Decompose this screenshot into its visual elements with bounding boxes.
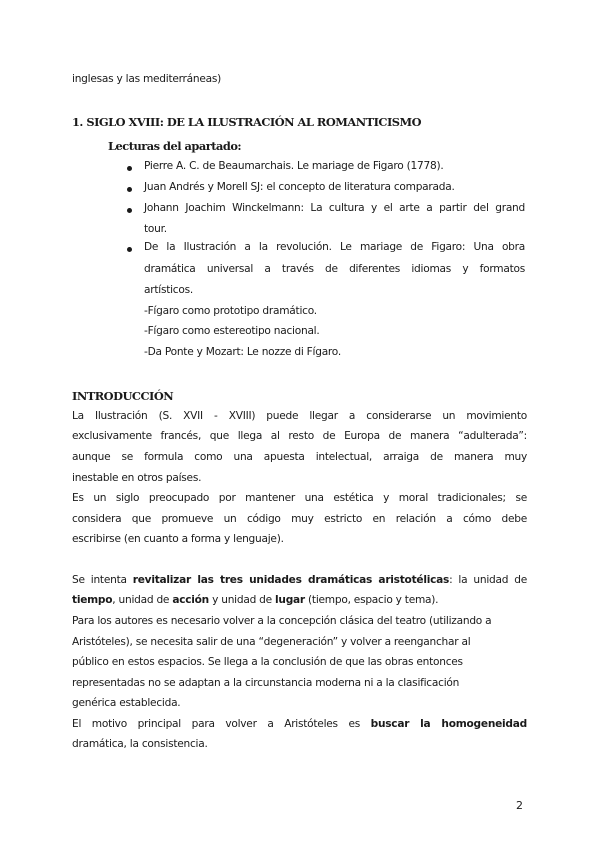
text-line: representadas no se adaptan a la circunstancia moderna ni a la clasificación — [72, 677, 460, 689]
text-line: escribirse (en cuanto a forma y lenguaje). — [72, 533, 284, 545]
text-line: Para los autores es necesario volver a la concepción clásica del teatro (utilizando a — [72, 615, 492, 627]
text-run: Se intenta — [72, 574, 133, 586]
list-item-continuation: dramática universal a través de diferentes idiomas y formatos — [144, 263, 525, 275]
text-line: La Ilustración (S. XVII - XVIII) puede llegar a considerarse un movimiento — [72, 410, 527, 422]
bold-text: acción — [172, 594, 209, 606]
bold-text: revitalizar las tres unidades dramáticas aristotélicas — [132, 574, 450, 586]
page-number: 2 — [516, 799, 523, 812]
text-line: aunque se formula como una apuesta intelectual, arraiga de manera muy — [72, 451, 527, 463]
list-item: Juan Andrés y Morell SJ: el concepto de literatura comparada. — [144, 181, 455, 193]
bold-text: tiempo — [72, 594, 113, 606]
bold-text: buscar la homogeneidad — [370, 718, 527, 730]
bullet-dot — [127, 187, 132, 192]
text-run: (tiempo, espacio y tema). — [304, 594, 439, 606]
list-item: De la Ilustración a la revolución. Le mariage de Figaro: Una obra — [144, 241, 525, 253]
top-line: inglesas y las mediterráneas) — [72, 73, 222, 85]
text-line: exclusivamente francés, que llega al resto de Europa de manera “adulterada”: — [72, 430, 527, 442]
text-line: dramática, la consistencia. — [72, 738, 208, 750]
text-run: : la unidad de — [449, 574, 527, 586]
sub-item: -Fígaro como prototipo dramático. — [144, 305, 317, 317]
list-item-continuation: artísticos. — [144, 284, 194, 296]
text-line: considera que promueve un código muy estricto en relación a cómo debe — [72, 513, 527, 525]
text-line — [72, 718, 527, 730]
text-run: y unidad de — [208, 594, 276, 606]
bullet-dot — [127, 208, 132, 213]
text-line — [72, 594, 438, 606]
text-run: El motivo principal para volver a Aristóteles es — [72, 718, 371, 730]
text-line: genérica establecida. — [72, 697, 181, 709]
list-item: Pierre A. C. de Beaumarchais. Le mariage de Figaro (1778). — [144, 160, 444, 172]
section-heading: 1. SIGLO XVIII: DE LA ILUSTRACIÓN AL ROMANTICISMO — [72, 115, 422, 129]
list-item: Johann Joachim Winckelmann: La cultura y el arte a partir del grand — [144, 202, 525, 214]
text-line: Aristóteles), se necesita salir de una “degeneración” y volver a reenganchar al — [72, 636, 471, 648]
sub-item: -Fígaro como estereotipo nacional. — [144, 325, 320, 337]
intro-heading: INTRODUCCIÓN — [72, 389, 174, 403]
text-run: , unidad de — [112, 594, 173, 606]
bullet-dot — [127, 166, 132, 171]
bold-text: lugar — [275, 594, 305, 606]
text-line — [72, 574, 527, 586]
text-line: Es un siglo preocupado por mantener una estética y moral tradicionales; se — [72, 492, 527, 504]
readings-heading: Lecturas del apartado: — [108, 139, 242, 153]
sub-item: -Da Ponte y Mozart: Le nozze di Fígaro. — [144, 346, 341, 358]
text-line: inestable en otros países. — [72, 472, 202, 484]
text-line: público en estos espacios. Se llega a la conclusión de que las obras entonces — [72, 656, 463, 668]
bullet-dot — [127, 247, 132, 252]
list-item-continuation: tour. — [144, 223, 167, 235]
